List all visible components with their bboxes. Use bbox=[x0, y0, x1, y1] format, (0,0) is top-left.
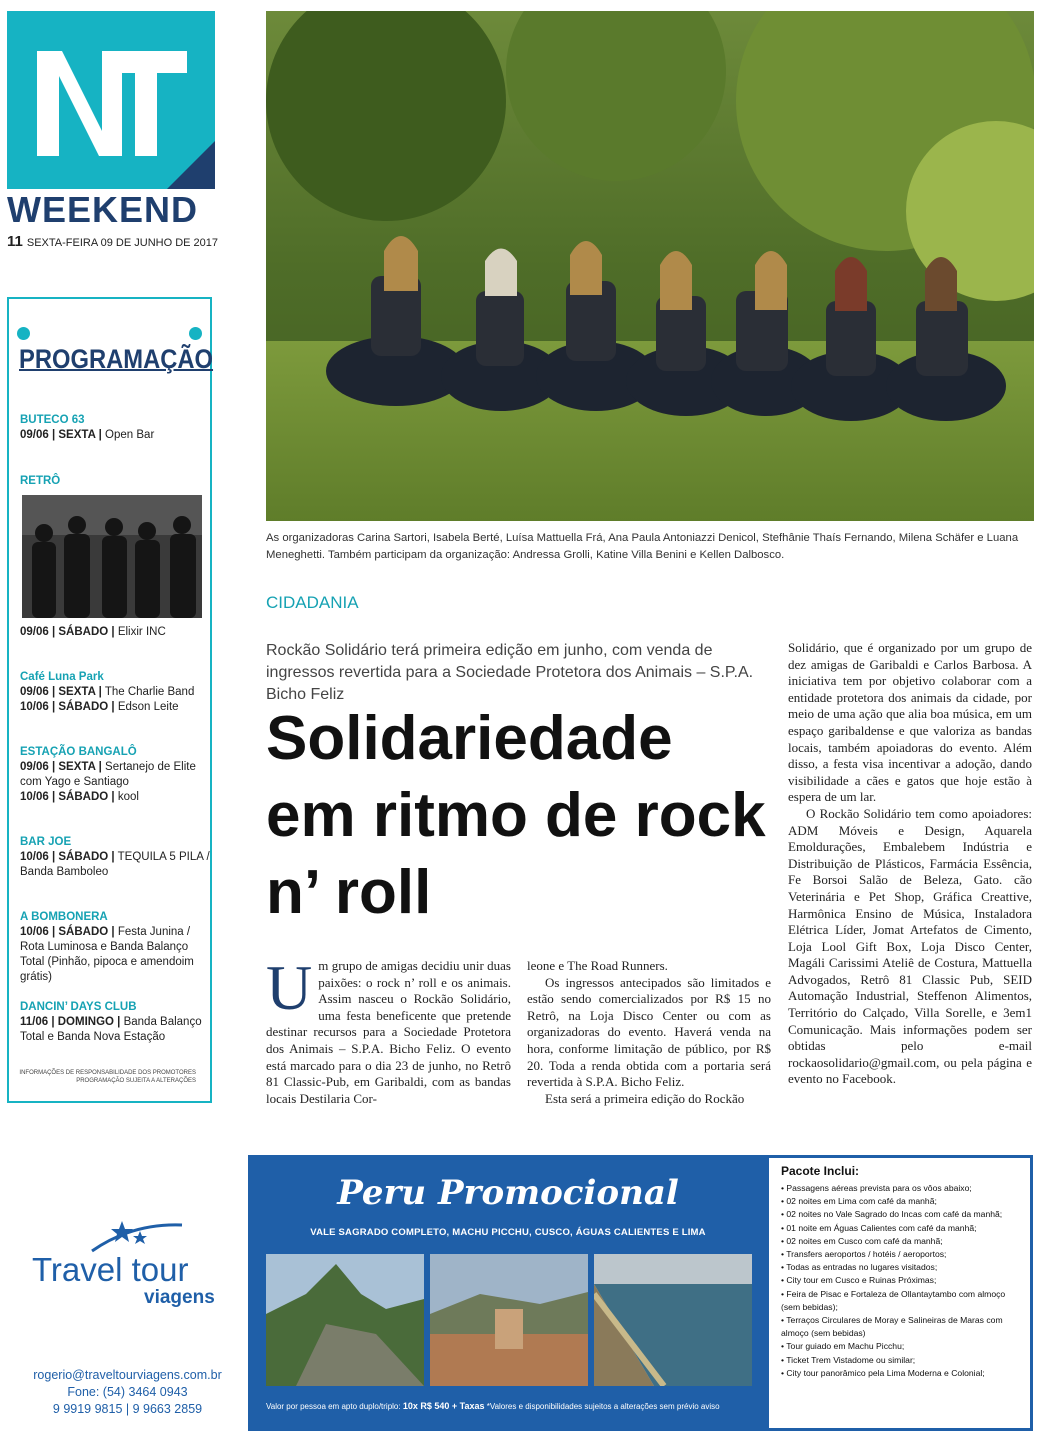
organizers-photo bbox=[266, 11, 1034, 521]
list-item: • Transfers aeroportos / hotéis / aeroportos; bbox=[781, 1248, 1018, 1261]
event-retro bbox=[20, 474, 210, 489]
section-label: CIDADANIA bbox=[266, 593, 359, 612]
event-venue: BAR JOE bbox=[20, 836, 72, 848]
list-item: • Terraços Circulares de Moray e Salineiras de Maras com almoço (sem bebidas) bbox=[781, 1314, 1018, 1340]
event-estacao-bangalo: ESTAÇÃO BANGALÔ 09/06 | SEXTA | Sertanejo de Elite com Yago e Santiago 10/06 | SÁBADO | kool bbox=[20, 745, 210, 805]
lima-coast-photo bbox=[594, 1254, 752, 1386]
page-number: 11 bbox=[7, 233, 23, 250]
article-column-3 bbox=[788, 640, 1032, 1088]
programacao-note: INFORMAÇÕES DE RESPONSABILIDADE DOS PROMOTORES PROGRAMAÇÃO SUJEITA A ALTERAÇÕES bbox=[19, 1070, 196, 1084]
list-item: • Passagens aéreas prevista para os vôos abaixo; bbox=[781, 1182, 1018, 1195]
article-paragraph: leone e The Road Runners. bbox=[527, 958, 668, 973]
event-dancin-days: DANCIN’ DAYS CLUB 11/06 | DOMINGO | Banda Balanço Total e Banda Nova Estação bbox=[20, 1000, 210, 1045]
article-column-2 bbox=[527, 958, 771, 1107]
nt-logo bbox=[7, 11, 215, 189]
list-item: • 02 noites em Cusco com café da manhã; bbox=[781, 1235, 1018, 1248]
list-item: • 02 noites em Lima com café da manhã; bbox=[781, 1195, 1018, 1208]
band-photo bbox=[22, 495, 202, 618]
article-paragraph: Solidário, que é organizado por um grupo de dez amigas de Garibaldi e Carlos Barbosa. A iniciativa tem por objetivo colaborar com a entidade protetora dos animais da cidade, por meio de uma ação que alia boa música, em um espaço garibaldense e que valoriza as bandas locais, também apoiadoras do evento. Além disso, a festa visa incentivar a adoção, dando visibilidade a cães e gatos que hoje estão à espera de um lar. bbox=[788, 640, 1032, 805]
article-headline: Solidariedade em ritmo de rock n’ roll bbox=[266, 704, 766, 927]
list-item: • 01 noite em Águas Calientes com café da manhã; bbox=[781, 1222, 1018, 1235]
peru-ad bbox=[248, 1155, 1033, 1431]
event-a-bombonera: A BOMBONERA 10/06 | SÁBADO | Festa Junina / Rota Luminosa e Banda Balanço Total (Pinhão, pipoca e amendoim grátis) bbox=[20, 910, 210, 985]
event-cafe-luna-park: Café Luna Park 09/06 | SEXTA | The Charlie Band 10/06 | SÁBADO | Edson Leite bbox=[20, 670, 210, 715]
article-paragraph: Esta será a primeira edição do Rockão bbox=[545, 1090, 745, 1106]
price-line: Valor por pessoa em apto duplo/triplo: 10x R$ 540 + Taxas *Valores e disponibilidades sujeitos a alterações sem prévio aviso bbox=[266, 1401, 720, 1411]
list-item: • Feira de Pisac e Fortaleza de Ollantaytambo com almoço (sem bebidas); bbox=[781, 1288, 1018, 1314]
article-paragraph: O Rockão Solidário tem como apoiadores: ADM Móveis e Design, Aquarela Emoldurações, Embalebem Indústria e Distribuição de Plásticos, Farmácia Essência, Fe Borsoi Salão de Beleza, Gato. cão Veterinária e Pet Shop, Gráfica Creattive, Harmônica Ensino de Música, Instaladora Elétrica Líder, Jomat Artefatos de Cimento, Loja Lool Gift Box, Loja Disco Center, Magáli Carissimi Ateliê de Costura, Mattuella Advogados, Retrô 81 Classic Pub, SEID Automação Industrial, Steffenon Alimentos, Território do Calçado, Villa Sorelle, e 3em1 Comunicação. Mais informações podem ser obtidas pelo e-mail rockaosolidario@gmail.com, ou pela página e evento no Facebook. bbox=[788, 805, 1032, 1087]
list-item: • 02 noites no Vale Sagrado do Incas com café da manhã; bbox=[781, 1208, 1018, 1221]
price: 10x R$ 540 + Taxas bbox=[402, 1401, 485, 1411]
contact-mobiles: 9 9919 9815 | 9 9663 2859 bbox=[52, 1402, 203, 1416]
brand-sub: viagens bbox=[144, 1287, 215, 1308]
programacao-title: PROGRAMAÇÃO bbox=[19, 344, 214, 374]
article-text: m grupo de amigas decidiu unir duas paixões: o rock n’ roll e os animais. Assim nasceu o Rockão Solidário, uma festa beneficente que pretende destinar recursos para a Sociedade Protetora dos Animais – S.P.A. Bicho Feliz. O evento está marcado para o dia 23 de junho, no Retrô 81 Classic-Pub, em Garibaldi, com as bandas locais Destilaria Cor- bbox=[266, 958, 511, 1106]
event-venue: A BOMBONERA bbox=[20, 911, 108, 923]
list-item: • Todas as entradas no lugares visitados; bbox=[781, 1261, 1018, 1274]
event-line: 09/06 | SEXTA | Open Bar bbox=[20, 429, 155, 441]
contact-phone: Fone: (54) 3464 0943 bbox=[67, 1385, 188, 1399]
edition-title: WEEKEND bbox=[7, 189, 199, 230]
machu-picchu-photo bbox=[266, 1254, 424, 1386]
list-item: • Tour guiado em Machu Picchu; bbox=[781, 1340, 1018, 1353]
event-venue: BUTECO 63 bbox=[20, 414, 85, 426]
nt-logo-mark bbox=[7, 11, 215, 189]
cusco-photo bbox=[430, 1254, 588, 1386]
contact-email[interactable]: rogerio@traveltourviagens.com.br bbox=[33, 1368, 222, 1382]
list-item: • City tour em Cusco e Ruinas Próximas; bbox=[781, 1274, 1018, 1287]
decor-dot-right bbox=[189, 327, 202, 340]
event-venue: DANCIN’ DAYS CLUB bbox=[20, 1001, 137, 1013]
list-item: • Ticket Trem Vistadome ou similar; bbox=[781, 1354, 1018, 1367]
event-venue: ESTAÇÃO BANGALÔ bbox=[20, 746, 137, 758]
event-bar-joe: BAR JOE 10/06 | SÁBADO | TEQUILA 5 PILA / Banda Bamboleo bbox=[20, 836, 210, 878]
peru-title: Peru Promocional bbox=[337, 1173, 679, 1213]
programacao-box bbox=[7, 297, 212, 1103]
issue-line bbox=[7, 233, 218, 250]
stars-icon bbox=[32, 1213, 232, 1253]
decor-dot-left bbox=[17, 327, 30, 340]
photo-caption: As organizadoras Carina Sartori, Isabela Berté, Luísa Mattuella Frá, Ana Paula Antoniazzi Denicol, Stefhânie Thaís Fernando, Milena Schäfer e Luana Meneghetti. Também participam da organização: Andressa Grolli, Katine Villa Benini e Kellen Dalbosco. bbox=[266, 532, 1019, 561]
event-buteco bbox=[20, 413, 210, 443]
article-lead: Rockão Solidário terá primeira edição em junho, com venda de ingressos revertida para a Sociedade Protetora dos Animais – S.P.A. Bicho Feliz bbox=[266, 642, 754, 703]
contact-info bbox=[20, 1367, 235, 1418]
brand-name: Travel tour bbox=[32, 1251, 189, 1288]
event-venue: Café Luna Park bbox=[20, 671, 104, 683]
drop-cap: U bbox=[266, 952, 313, 1023]
includes-list bbox=[781, 1182, 1018, 1380]
list-item: • City tour panorâmico pela Lima Moderna e Colonial; bbox=[781, 1367, 1018, 1380]
event-venue: RETRÔ bbox=[20, 475, 61, 487]
includes-title: Pacote Inclui: bbox=[781, 1164, 860, 1178]
peru-subtitle: VALE SAGRADO COMPLETO, MACHU PICCHU, CUSCO, ÁGUAS CALIENTES E LIMA bbox=[310, 1227, 706, 1238]
package-includes bbox=[769, 1158, 1030, 1428]
issue-date: SEXTA-FEIRA 09 DE JUNHO DE 2017 bbox=[26, 237, 218, 249]
article-paragraph: Os ingressos antecipados são limitados e estão sendo comercializados por R$ 15 no Retrô, na Loja Disco Center ou com as organizadoras do evento. Haverá venda na hora, conforme limitação de público, por R$ 20. Toda a renda obtida com a portaria será revertida à S.P.A. Bicho Feliz. bbox=[527, 974, 771, 1090]
article-column-1 bbox=[266, 952, 511, 1107]
event-retro-line: 09/06 | SÁBADO | Elixir INC bbox=[20, 626, 166, 638]
